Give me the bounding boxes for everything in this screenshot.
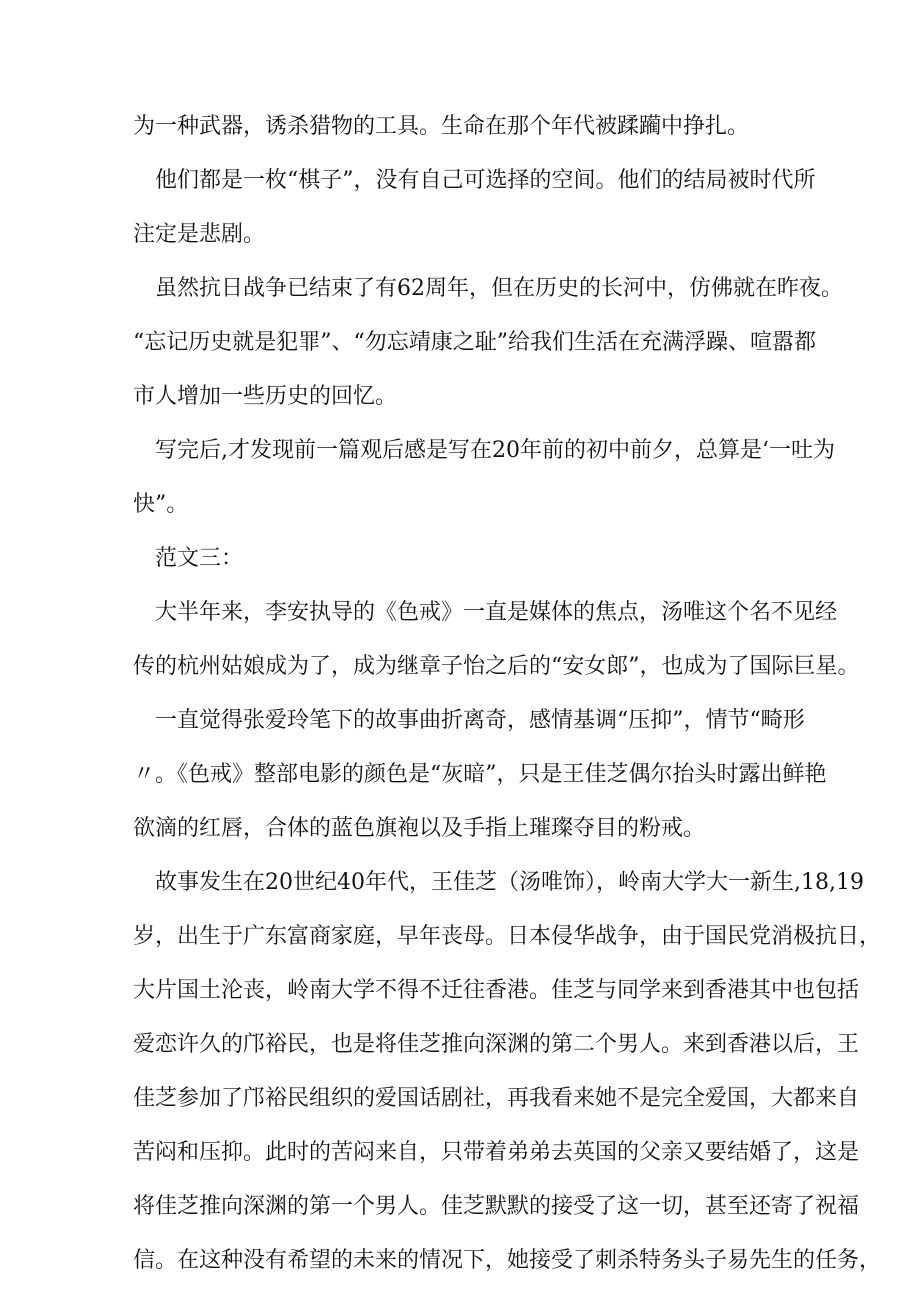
text-line: 〃。《色戒》整部电影的颜色是“灰暗”，只是王佳芝偶尔抬头时露出鲜艳 bbox=[133, 762, 827, 787]
text-line: 故事发生在20世纪40年代，王佳芝（汤唯饰），岭南大学大一新生,18,19 bbox=[155, 870, 864, 895]
text-line: 注定是悲剧。 bbox=[133, 222, 266, 247]
text-line: 信。在这种没有希望的未来的情况下，她接受了刺杀特务头子易先生的任务， bbox=[133, 1248, 882, 1273]
text-line: 写完后,才发现前一篇观后感是写在20年前的初中前夕，总算是‘一吐为 bbox=[155, 438, 835, 463]
text-line: 大片国土沦丧，岭南大学不得不迁往香港。佳芝与同学来到香港其中也包括 bbox=[133, 978, 860, 1003]
text-line: 快”。 bbox=[133, 492, 189, 517]
text-line: 为一种武器，诱杀猎物的工具。生命在那个年代被蹂躏中挣扎。 bbox=[133, 114, 750, 139]
paragraph-8 bbox=[133, 869, 882, 1275]
paragraph-3 bbox=[133, 275, 843, 411]
paragraph-1 bbox=[133, 113, 793, 141]
text-line: 岁，出生于广东富商家庭，早年丧母。日本侵华战争，由于国民党消极抗日， bbox=[133, 924, 882, 949]
text-line: 传的杭州姑娘成为了，成为继章子怡之后的“安女郎”，也成为了国际巨星。 bbox=[133, 654, 860, 679]
paragraph-4 bbox=[133, 437, 835, 519]
section-heading bbox=[133, 545, 793, 573]
text-line: 爱恋许久的邝裕民，也是将佳芝推向深渊的第二个男人。来到香港以后，王 bbox=[133, 1032, 860, 1057]
text-line: 市人增加一些历史的回忆。 bbox=[133, 384, 398, 409]
text-line: 欲滴的红唇，合体的蓝色旗袍以及手指上璀璨夺目的粉戒。 bbox=[133, 816, 706, 841]
text-line: 大半年来，李安执导的《色戒》一直是媒体的焦点，汤唯这个名不见经 bbox=[155, 600, 838, 625]
text-line: 苦闷和压抑。此时的苦闷来自，只带着弟弟去英国的父亲又要结婚了，这是 bbox=[133, 1140, 860, 1165]
paragraph-2 bbox=[133, 167, 816, 249]
text-line: 佳芝参加了邝裕民组织的爱国话剧社，再我看来她不是完全爱国，大都来自 bbox=[133, 1086, 860, 1111]
text-line: 范文三： bbox=[155, 546, 244, 571]
document-body bbox=[133, 113, 882, 1301]
paragraph-6 bbox=[133, 599, 860, 681]
text-line: 一直觉得张爱玲笔下的故事曲折离奇，感情基调“压抑”，情节“畸形 bbox=[155, 708, 805, 733]
text-line: 将佳芝推向深渊的第一个男人。佳芝默默的接受了这一切，甚至还寄了祝福 bbox=[133, 1194, 860, 1219]
text-line: “忘记历史就是犯罪”、“勿忘靖康之耻”给我们生活在充满浮躁、喧嚣都 bbox=[133, 330, 816, 355]
text-line: 虽然抗日战争已结束了有62周年，但在历史的长河中，仿佛就在昨夜。 bbox=[155, 276, 843, 301]
paragraph-7 bbox=[133, 707, 827, 843]
text-line: 他们都是一枚“棋子”，没有自己可选择的空间。他们的结局被时代所 bbox=[155, 168, 816, 193]
